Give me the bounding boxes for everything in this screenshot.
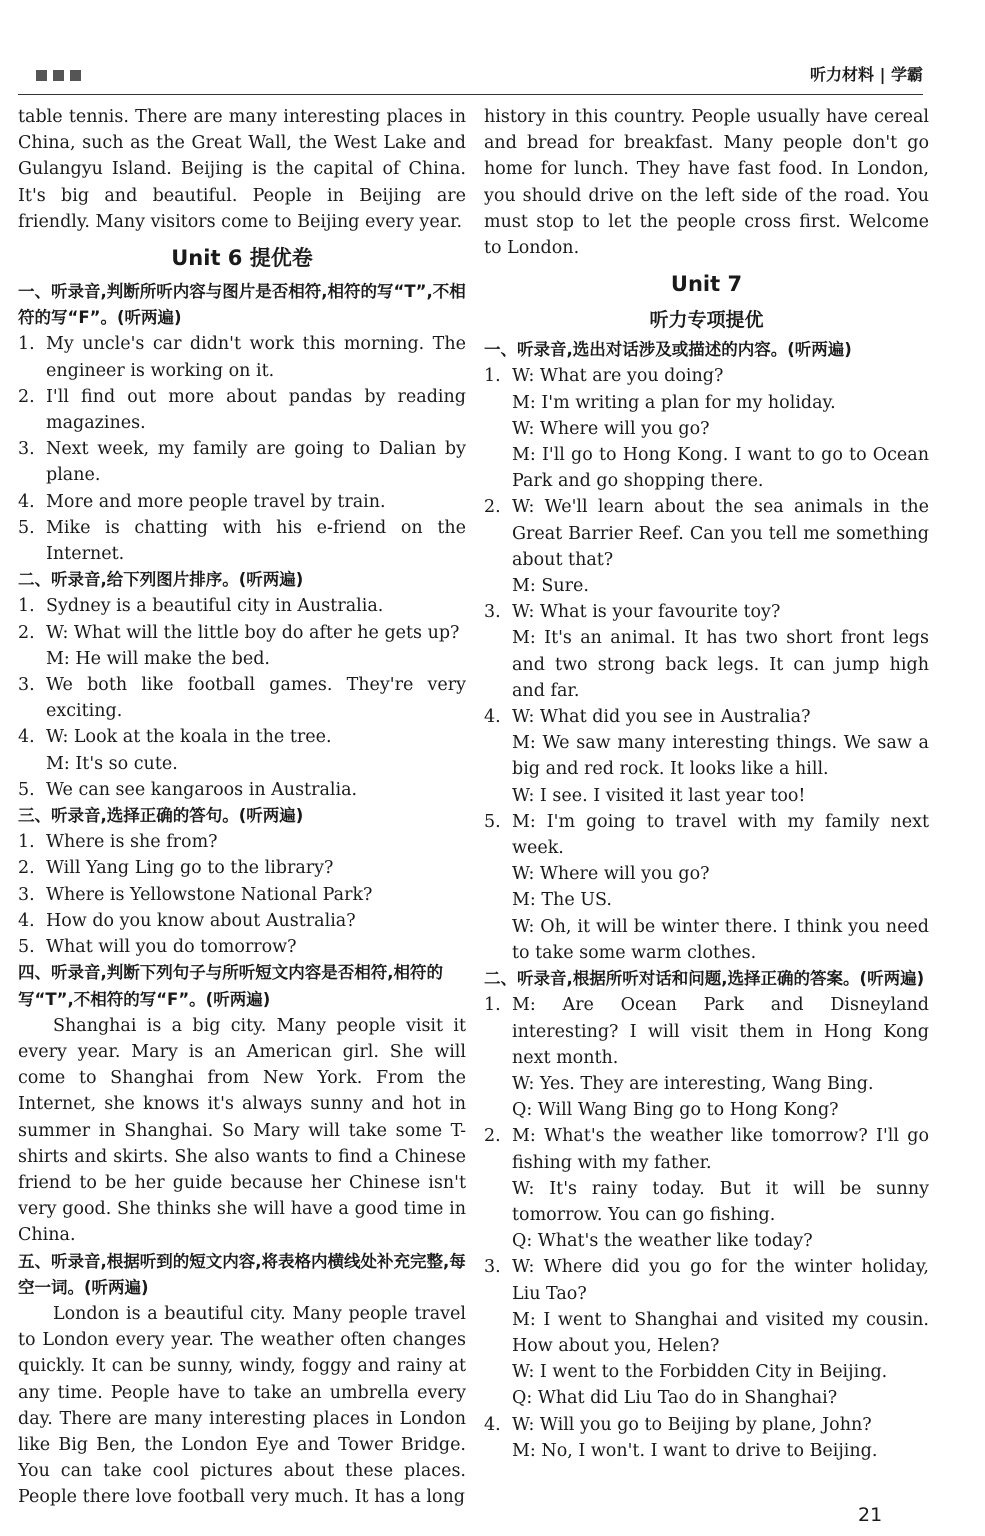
item-number: 5. bbox=[484, 811, 501, 832]
list-item bbox=[484, 1412, 929, 1438]
item-text: W: We'll learn about the sea animals in the Great Barrier Reef. Can you tell me something about that? bbox=[512, 497, 929, 570]
list-item bbox=[484, 861, 929, 887]
item-text: M: I'm going to travel with my family next week. bbox=[512, 811, 929, 859]
item-text: W: Oh, it will be winter there. I think you need to take some warm clothes. bbox=[512, 916, 929, 963]
item-text: W: Yes. They are interesting, Wang Bing. bbox=[512, 1073, 874, 1094]
section-2-list bbox=[484, 992, 929, 1464]
item-number: 3. bbox=[18, 439, 35, 460]
item-text: W: Where will you go? bbox=[512, 418, 710, 439]
item-number: 3. bbox=[18, 884, 35, 905]
item-text: W: What will the little boy do after he gets up? bbox=[46, 622, 460, 643]
item-number bbox=[484, 1385, 512, 1411]
list-item bbox=[484, 494, 929, 573]
item-number: 1. bbox=[18, 596, 35, 617]
list-item bbox=[484, 1438, 929, 1464]
item-text: M: The US. bbox=[512, 890, 612, 911]
item-text: Will Yang Ling go to the library? bbox=[46, 858, 334, 879]
list-item bbox=[18, 934, 466, 960]
list-item bbox=[484, 1123, 929, 1175]
item-text: M: Sure. bbox=[512, 576, 589, 597]
item-text: M: It's so cute. bbox=[46, 753, 178, 774]
unit7-subtitle: 听力专项提优 bbox=[649, 309, 764, 332]
item-text: W: Where did you go for the winter holiday, Liu Tao? bbox=[512, 1257, 929, 1304]
list-item bbox=[18, 593, 466, 619]
passage-london: London is a beautiful city. Many people travel to London every year. The weather often changes quickly. It can be sunny, windy, foggy and rainy at any time. People have to take an umbrella every day. There are many interesting places in London like Big Ben, the London Eye and Tower Bridge. You can take cool pictures about these places. People there love football very much. It has a long bbox=[18, 1303, 466, 1508]
list-item bbox=[18, 908, 466, 934]
section-1-list bbox=[484, 363, 929, 966]
list-item bbox=[484, 992, 929, 1071]
item-number: 3. bbox=[484, 602, 501, 623]
item-text: W: What is your favourite toy? bbox=[512, 602, 781, 623]
item-number: 1. bbox=[484, 995, 501, 1016]
list-item bbox=[484, 809, 929, 861]
list-item bbox=[484, 704, 929, 730]
item-number bbox=[484, 914, 512, 966]
item-text: W: What are you doing? bbox=[512, 366, 724, 387]
item-number bbox=[18, 646, 46, 672]
item-text: M: No, I won't. I want to drive to Beijing. bbox=[512, 1440, 878, 1461]
item-text: W: Look at the koala in the tree. bbox=[46, 727, 332, 748]
list-item bbox=[484, 363, 929, 389]
list-item bbox=[484, 390, 929, 416]
unit6-title: Unit 6 提优卷 bbox=[171, 246, 313, 271]
section-title: 二、听录音,根据所听对话和问题,选择正确的答案。(听两遍) bbox=[484, 969, 925, 989]
item-number bbox=[484, 1438, 512, 1464]
item-number bbox=[484, 1307, 512, 1359]
item-number bbox=[484, 573, 512, 599]
item-text: M: We saw many interesting things. We saw a big and red rock. It looks like a hill. bbox=[512, 733, 929, 780]
item-number: 4. bbox=[18, 491, 35, 512]
item-text: W: I see. I visited it last year too! bbox=[512, 785, 806, 806]
item-text: Where is she from? bbox=[46, 832, 218, 853]
header-square-icon bbox=[53, 70, 64, 81]
item-text: W: Where will you go? bbox=[512, 864, 710, 885]
list-item bbox=[484, 1228, 929, 1254]
item-number bbox=[484, 1176, 512, 1228]
item-number bbox=[484, 730, 512, 782]
page-header bbox=[18, 62, 923, 88]
item-number: 5. bbox=[18, 517, 35, 538]
item-number bbox=[484, 1097, 512, 1123]
item-text: More and more people travel by train. bbox=[46, 491, 386, 512]
list-item bbox=[18, 331, 466, 383]
item-number bbox=[484, 783, 512, 809]
section-title: 一、听录音,判断所听内容与图片是否相符,相符的写“T”,不相符的写“F”。(听两遍) bbox=[18, 282, 466, 328]
item-number: 3. bbox=[484, 1257, 501, 1278]
item-number bbox=[484, 887, 512, 913]
item-text: W: I went to the Forbidden City in Beijing. bbox=[512, 1362, 888, 1383]
item-number: 1. bbox=[18, 832, 35, 853]
list-item bbox=[18, 724, 466, 750]
item-number: 4. bbox=[484, 707, 501, 728]
list-item bbox=[18, 515, 466, 567]
left-column bbox=[18, 104, 466, 1511]
section-3-list bbox=[18, 829, 466, 960]
item-number: 3. bbox=[18, 675, 35, 696]
item-text: M: What's the weather like tomorrow? I'll go fishing with my father. bbox=[512, 1126, 929, 1173]
item-text: M: I'll go to Hong Kong. I want to go to Ocean Park and go shopping there. bbox=[512, 445, 929, 492]
item-number bbox=[484, 1228, 512, 1254]
list-item bbox=[18, 436, 466, 488]
unit7-title: Unit 7 bbox=[670, 272, 743, 297]
list-item bbox=[18, 751, 466, 777]
section-title: 一、听录音,选出对话涉及或描述的内容。(听两遍) bbox=[484, 340, 852, 360]
item-text: M: I'm writing a plan for my holiday. bbox=[512, 392, 836, 413]
list-item bbox=[484, 1097, 929, 1123]
item-number: 1. bbox=[18, 334, 35, 355]
list-item bbox=[18, 882, 466, 908]
item-number: 4. bbox=[18, 727, 35, 748]
list-item bbox=[484, 1176, 929, 1228]
section-title: 五、听录音,根据听到的短文内容,将表格内横线处补充完整,每空一词。(听两遍) bbox=[18, 1251, 466, 1297]
item-number: 2. bbox=[484, 1126, 501, 1147]
item-text: I'll find out more about pandas by reading magazines. bbox=[46, 386, 466, 434]
item-text: M: He will make the bed. bbox=[46, 648, 270, 669]
passage-shanghai: Shanghai is a big city. Many people visit it every year. Mary is an American girl. She will come to Shanghai from New York. From the Internet, she knows it's always sunny and hot in summer in Shanghai. So Mary will take some T-shirts and skirts. She also wants to find a Chinese friend to be her guide because her Chinese isn't very good. She thinks she will have a good time in China. bbox=[18, 1015, 466, 1246]
item-text: Mike is chatting with his e-friend on the Internet. bbox=[46, 517, 466, 565]
header-title: 听力材料 | 学霸 bbox=[810, 65, 923, 84]
section-title: 二、听录音,给下列图片排序。(听两遍) bbox=[18, 570, 304, 590]
item-text: We can see kangaroos in Australia. bbox=[46, 779, 358, 800]
item-number: 2. bbox=[18, 622, 35, 643]
list-item bbox=[484, 1307, 929, 1359]
header-square-icon bbox=[36, 70, 47, 81]
item-number: 2. bbox=[18, 386, 35, 407]
item-number bbox=[484, 1359, 512, 1385]
section-title: 四、听录音,判断下列句子与所听短文内容是否相符,相符的写“T”,不相符的写“F”。(听两遍) bbox=[18, 963, 444, 1009]
continued-paragraph: history in this country. People usually have cereal and bread for breakfast. Many people don't go home for lunch. They have fast food. In London, you should drive on the left side of the road. You must stop to let the people cross first. Welcome to London. bbox=[484, 107, 929, 259]
item-text: M: It's an animal. It has two short front legs and two strong back legs. It can jump high and far. bbox=[512, 628, 929, 701]
item-text: Q: What's the weather like today? bbox=[512, 1231, 813, 1252]
list-item bbox=[18, 777, 466, 803]
item-number bbox=[484, 390, 512, 416]
item-text: What will you do tomorrow? bbox=[46, 937, 297, 958]
list-item bbox=[484, 1359, 929, 1385]
section-2-list bbox=[18, 593, 466, 803]
list-item bbox=[484, 887, 929, 913]
list-item bbox=[18, 672, 466, 724]
list-item bbox=[484, 442, 929, 494]
item-number: 5. bbox=[18, 779, 35, 800]
item-text: M: Are Ocean Park and Disneyland interesting? I will visit them in Hong Kong next month. bbox=[512, 995, 929, 1068]
item-number bbox=[18, 751, 46, 777]
item-text: Where is Yellowstone National Park? bbox=[46, 884, 373, 905]
list-item bbox=[484, 625, 929, 704]
header-square-icon bbox=[70, 70, 81, 81]
item-text: Q: Will Wang Bing go to Hong Kong? bbox=[512, 1100, 839, 1121]
item-text: W: Will you go to Beijing by plane, John? bbox=[512, 1414, 872, 1435]
list-item bbox=[18, 620, 466, 646]
list-item bbox=[484, 783, 929, 809]
item-text: How do you know about Australia? bbox=[46, 910, 356, 931]
item-number: 2. bbox=[18, 858, 35, 879]
right-column bbox=[484, 104, 929, 1464]
item-text: We both like football games. They're very exciting. bbox=[46, 675, 466, 722]
list-item bbox=[484, 1071, 929, 1097]
item-text: Next week, my family are going to Dalian by plane. bbox=[46, 439, 466, 486]
item-number: 2. bbox=[484, 497, 501, 518]
item-text: W: What did you see in Australia? bbox=[512, 707, 811, 728]
section-title: 三、听录音,选择正确的答句。(听两遍) bbox=[18, 806, 304, 826]
list-item bbox=[18, 646, 466, 672]
intro-paragraph: table tennis. There are many interesting places in China, such as the Great Wall, the West Lake and Gulangyu Island. Beijing is the capital of China. It's big and beautiful. People in Beijing are friendly. Many visitors come to Beijing every year. bbox=[18, 107, 466, 232]
list-item bbox=[484, 573, 929, 599]
section-1-list bbox=[18, 331, 466, 567]
list-item bbox=[484, 730, 929, 782]
item-text: W: It's rainy today. But it will be sunny tomorrow. You can go fishing. bbox=[512, 1178, 929, 1225]
item-number: 4. bbox=[484, 1414, 501, 1435]
item-number bbox=[484, 1071, 512, 1097]
list-item bbox=[484, 599, 929, 625]
list-item bbox=[484, 416, 929, 442]
item-text: Sydney is a beautiful city in Australia. bbox=[46, 596, 384, 617]
page-number: 21 bbox=[858, 1504, 883, 1526]
list-item bbox=[484, 1385, 929, 1411]
item-number bbox=[484, 416, 512, 442]
list-item bbox=[18, 829, 466, 855]
item-number bbox=[484, 625, 512, 704]
item-text: M: I went to Shanghai and visited my cousin. How about you, Helen? bbox=[512, 1309, 929, 1356]
item-number bbox=[484, 861, 512, 887]
header-rule bbox=[18, 94, 923, 95]
item-number: 4. bbox=[18, 910, 35, 931]
item-number: 5. bbox=[18, 937, 35, 958]
list-item bbox=[18, 384, 466, 436]
list-item bbox=[18, 855, 466, 881]
list-item bbox=[484, 914, 929, 966]
item-number bbox=[484, 442, 512, 494]
item-number: 1. bbox=[484, 366, 501, 387]
item-text: Q: What did Liu Tao do in Shanghai? bbox=[512, 1388, 838, 1409]
list-item bbox=[18, 489, 466, 515]
list-item bbox=[484, 1254, 929, 1306]
item-text: My uncle's car didn't work this morning. The engineer is working on it. bbox=[46, 334, 466, 381]
